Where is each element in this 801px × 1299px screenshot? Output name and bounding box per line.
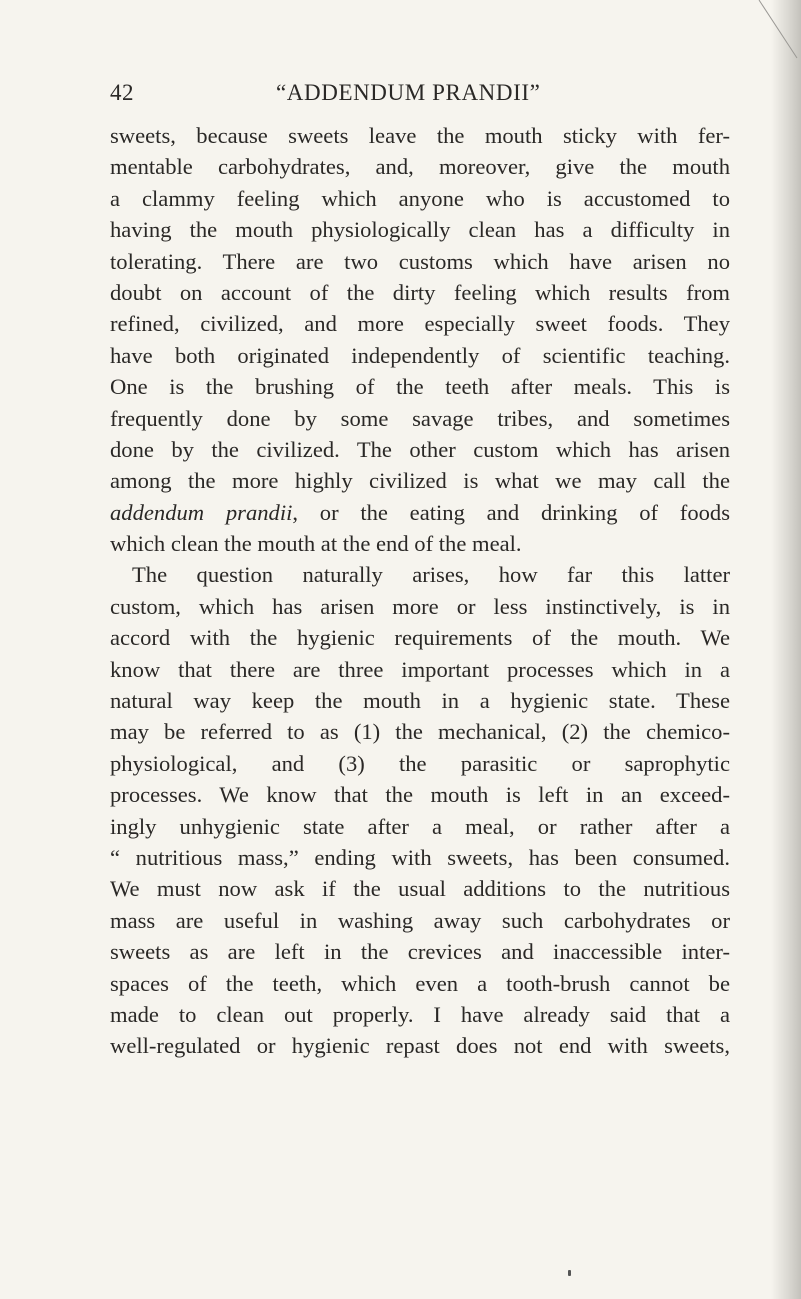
text-line: well-regulated or hygienic repast does not end with sweets, (110, 1033, 730, 1059)
text-line: may be referred to as (1) the mechanical, (2) the chemico- (110, 719, 730, 745)
text-line: physiological, and (3) the parasitic or saprophytic (110, 750, 730, 776)
body-text (110, 120, 730, 1062)
text-line-paragraph-start: The question naturally arises, how far this latter (132, 562, 730, 588)
text-line: have both originated independently of scientific teaching. (110, 342, 730, 368)
text-line: frequently done by some savage tribes, and sometimes (110, 405, 730, 431)
text-line: sweets as are left in the crevices and inaccessible inter- (110, 939, 730, 965)
text-line: “ nutritious mass,” ending with sweets, has been consumed. (110, 844, 730, 870)
text-line-italic-phrase (110, 497, 730, 528)
page-corner-fold (741, 0, 801, 60)
text-line: ingly unhygienic state after a meal, or rather after a (110, 813, 730, 839)
text-line: One is the brushing of the teeth after meals. This is (110, 374, 730, 400)
text-line: We must now ask if the usual additions to the nutritious (110, 876, 730, 902)
text-line: done by the civilized. The other custom which has arisen (110, 436, 730, 462)
italic-phrase: addendum prandii (110, 499, 293, 525)
page-edge-shadow (771, 0, 801, 1299)
text-line: having the mouth physiologically clean has a difficulty in (110, 217, 730, 243)
italic-phrase-rest: , or the eating and drinking of foods (292, 499, 731, 525)
text-line: know that there are three important processes which in a (110, 656, 730, 682)
text-line: spaces of the teeth, which even a tooth-brush cannot be (110, 970, 730, 996)
text-line: natural way keep the mouth in a hygienic state. These (110, 688, 730, 714)
text-line: accord with the hygienic requirements of the mouth. We (110, 625, 730, 651)
text-line: sweets, because sweets leave the mouth sticky with fer- (110, 123, 730, 148)
ink-speck (568, 1270, 571, 1276)
text-line: among the more highly civilized is what we may call the (110, 468, 730, 494)
text-line: refined, civilized, and more especially sweet foods. They (110, 311, 730, 337)
text-line: a clammy feeling which anyone who is accustomed to (110, 185, 730, 211)
text-line: mentable carbohydrates, and, moreover, give the mouth (110, 154, 730, 180)
text-line: made to clean out properly. I have already said that a (110, 1001, 730, 1027)
text-line: tolerating. There are two customs which have arisen no (110, 248, 730, 274)
text-line: doubt on account of the dirty feeling which results from (110, 279, 730, 305)
text-line: processes. We know that the mouth is left in an exceed- (110, 782, 730, 808)
text-line: custom, which has arisen more or less instinctively, is in (110, 593, 730, 619)
running-head: “ADDENDUM PRANDII” (276, 80, 541, 105)
text-line-paragraph-end: which clean the mouth at the end of the meal. (110, 531, 522, 557)
page-header (110, 80, 730, 110)
text-line: mass are useful in washing away such carbohydrates or (110, 907, 730, 933)
page-number: 42 (110, 80, 134, 105)
